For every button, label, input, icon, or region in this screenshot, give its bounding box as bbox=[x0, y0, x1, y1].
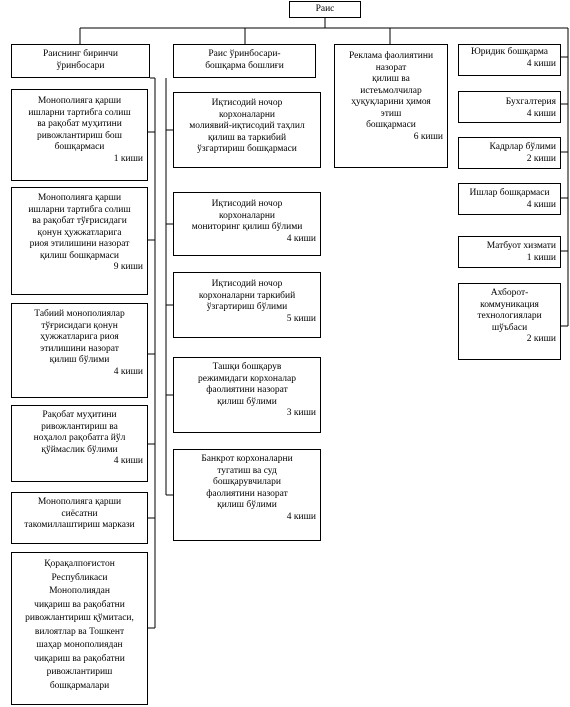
col4-unit-3 bbox=[458, 137, 561, 169]
unit-count: 5 киши bbox=[286, 313, 316, 324]
col2-unit-5 bbox=[173, 449, 321, 541]
unit-title: Кадрлар бўлими bbox=[489, 142, 556, 152]
col4-unit-4 bbox=[458, 183, 561, 215]
unit-title: Қорақалпоғистон Республикаси Монополиядан чиқариш ва рақобатни ривожлантириш қўмитаси, вилоятлар ва Тошкент шаҳар монополиядан чиқариш ва рақобатни ривожлантириш бошқармалари bbox=[25, 559, 134, 691]
unit-count: 4 киши bbox=[286, 511, 316, 522]
unit-count: 4 киши bbox=[526, 58, 556, 69]
unit-count: 1 киши bbox=[526, 252, 556, 263]
first-deputy-box bbox=[11, 44, 150, 78]
unit-count: 3 киши bbox=[286, 408, 316, 418]
deputy-head-box bbox=[173, 44, 316, 78]
first-deputy-title: Раиснинг биринчи ўринбосари bbox=[42, 49, 119, 71]
col4-unit-5 bbox=[458, 236, 561, 268]
unit-count: 4 киши bbox=[526, 199, 556, 210]
col1-unit-1 bbox=[11, 89, 148, 181]
root-title: Раис bbox=[315, 4, 335, 14]
col4-unit-2 bbox=[458, 91, 561, 123]
col1-unit-6 bbox=[11, 552, 148, 705]
unit-count: 9 киши bbox=[113, 262, 143, 272]
root-box bbox=[289, 1, 361, 18]
unit-title: Матбуот хизмати bbox=[486, 241, 556, 251]
unit-title: Юридик бошқарма bbox=[470, 47, 548, 57]
unit-count: 4 киши bbox=[113, 366, 143, 377]
unit-count: 1 киши bbox=[113, 153, 143, 164]
unit-title: Банкрот корхоналарни тугатиш ва суд бошқарувчилари фаолиятини назорат қилиш бўлими bbox=[201, 454, 293, 510]
col2-unit-2 bbox=[173, 192, 321, 256]
col4-unit-6 bbox=[458, 283, 561, 360]
col1-unit-3 bbox=[11, 303, 148, 398]
col4-unit-1 bbox=[458, 44, 561, 76]
unit-title: Ташқи бошқарув режимидаги корхоналар фаолиятини назорат қилиш бўлими bbox=[198, 362, 296, 407]
unit-count: 4 киши bbox=[113, 456, 143, 466]
deputy-head-title: Раис ўринбосари- бошқарма бошлиғи bbox=[205, 49, 284, 71]
unit-title: Иқтисодий ночор корхоналарни молиявий-иқтисодий таҳлил қилиш ва таркибий ўзгартириш бошқармаси bbox=[189, 98, 305, 154]
unit-title: Монополияга қарши ишларни тартибга солиш ва рақобат тўғрисидаги қонун ҳужжатларига риоя этилишини назорат қилиш бошқармаси bbox=[28, 193, 131, 261]
unit-title: Ишлар бошқармаси bbox=[469, 188, 550, 198]
unit-count: 4 киши bbox=[526, 108, 556, 119]
unit-title: Бухгалтерия bbox=[505, 97, 556, 107]
col1-unit-4 bbox=[11, 405, 148, 482]
col2-unit-1 bbox=[173, 92, 321, 168]
unit-title: Ахборот- коммуникация технологиялари шўъбаси bbox=[477, 288, 542, 333]
unit-title: Иқтисодий ночор корхоналарни таркибий ўзгартириш бўлими bbox=[198, 279, 296, 312]
col2-unit-4 bbox=[173, 357, 321, 433]
col1-unit-5 bbox=[11, 492, 148, 544]
unit-title: Монополияга қарши ишларни тартибга солиш ва рақобат муҳитини ривожлантириш бош бошқармаси bbox=[28, 96, 131, 152]
unit-title: Монополияга қарши сиёсатни такомиллаштириш маркази bbox=[24, 497, 135, 530]
unit-count: 2 киши bbox=[526, 334, 556, 344]
col1-unit-2 bbox=[11, 187, 148, 295]
advertising-dept-title: Реклама фаолиятини назорат қилиш ва истеъмолчилар ҳуқуқларини ҳимоя этиш бошқармаси bbox=[348, 51, 434, 130]
unit-count: 2 киши bbox=[526, 153, 556, 164]
unit-title: Иқтисодий ночор корхоналарни мониторинг қилиш бўлими bbox=[191, 199, 303, 232]
unit-title: Рақобат муҳитини ривожлантириш ва ноҳалол рақобатга йўл қўймаслик бўлими bbox=[33, 410, 126, 455]
advertising-dept-count: 6 киши bbox=[413, 131, 443, 142]
unit-title: Табиий монополиялар тўғрисидаги қонун ҳужжатларига риоя этилишини назорат қилиш бўлими bbox=[34, 309, 125, 365]
unit-count: 4 киши bbox=[286, 233, 316, 244]
advertising-dept-box bbox=[334, 44, 448, 168]
col2-unit-3 bbox=[173, 272, 321, 338]
